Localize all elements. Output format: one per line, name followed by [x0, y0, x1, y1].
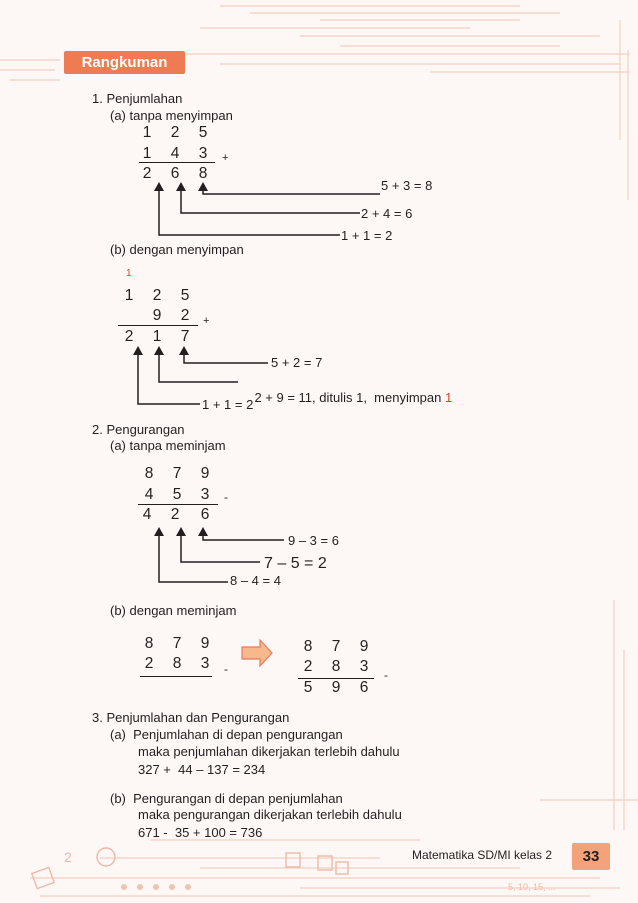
page-number: 33	[582, 848, 600, 865]
digit: 2	[144, 655, 154, 672]
digit: 9	[331, 679, 341, 696]
section-badge-label: Rangkuman	[81, 54, 168, 71]
digit: 9	[152, 307, 162, 324]
s1a-label: (a) tanpa menyimpan	[110, 108, 233, 123]
digit: 5	[172, 486, 182, 503]
digit: 3	[359, 658, 369, 675]
digit: 8	[144, 635, 154, 652]
digit: 2	[303, 658, 313, 675]
digit: 2	[170, 506, 180, 523]
minus-sign: -	[384, 668, 388, 682]
s3b-label: (b) Pengurangan di depan penjumlahan	[110, 791, 343, 806]
digit: 7	[172, 635, 182, 652]
s2a-note: 7 – 5 = 2	[264, 555, 327, 572]
digit: 7	[180, 328, 190, 345]
digit: 2	[152, 287, 162, 304]
digit: 9	[200, 635, 210, 652]
minus-sign: -	[224, 662, 228, 676]
digit: 5	[303, 679, 313, 696]
s3a-label: (a) Penjumlahan di depan pengurangan	[110, 727, 343, 742]
s1b-note-red: 1	[444, 390, 453, 405]
plus-sign: +	[203, 315, 210, 327]
digit: 3	[200, 655, 210, 672]
s1a-note: 2 + 4 = 6	[361, 206, 413, 221]
svg-text:2: 2	[64, 849, 72, 865]
s1b-note: 1 + 1 = 2	[202, 397, 254, 412]
s2a-note: 9 – 3 = 6	[288, 533, 339, 548]
s2b-label: (b) dengan meminjam	[110, 603, 237, 618]
digit: 5	[198, 124, 208, 141]
s1b-label: (b) dengan menyimpan	[110, 242, 244, 257]
digit: 5	[180, 287, 190, 304]
book-title: Matematika SD/MI kelas 2	[412, 848, 553, 862]
digit: 1	[124, 287, 134, 304]
s1b-note-text: 2 + 9 = 11, ditulis 1, menyimpan	[254, 390, 445, 405]
digit: 8	[172, 655, 182, 672]
digit: 2	[142, 165, 152, 182]
digit: 8	[198, 165, 208, 182]
digit: 6	[170, 165, 180, 182]
digit: 1	[152, 328, 162, 345]
s1b-note: 5 + 2 = 7	[271, 355, 323, 370]
number-sequence: 5, 10, 15, ...	[508, 882, 556, 892]
digit: 7	[331, 638, 341, 655]
s3a-line2: maka penjumlahan dikerjakan terlebih dahulu	[138, 744, 400, 759]
digit: 6	[200, 506, 210, 523]
carry-digit: 1	[126, 268, 132, 279]
digit: 8	[144, 465, 154, 482]
digit: 9	[359, 638, 369, 655]
s2a-note: 8 – 4 = 4	[230, 573, 281, 588]
digit: 9	[200, 465, 210, 482]
s2a-label: (a) tanpa meminjam	[110, 438, 226, 453]
s1a-note: 1 + 1 = 2	[341, 228, 393, 243]
plus-sign: +	[222, 152, 229, 164]
digit: 2	[124, 328, 134, 345]
digit: 1	[142, 124, 152, 141]
digit: 1	[142, 145, 152, 162]
digit: 4	[144, 486, 154, 503]
minus-sign: -	[224, 490, 228, 504]
s3b-equation: 671 - 35 + 100 = 736	[138, 825, 263, 840]
s1-title: 1. Penjumlahan	[92, 91, 183, 106]
digit: 4	[170, 145, 180, 162]
s3b-line2: maka pengurangan dikerjakan terlebih dahulu	[138, 807, 402, 822]
s3a-equation: 327 + 44 – 137 = 234	[138, 762, 266, 777]
digit: 6	[359, 679, 369, 696]
s2-title: 2. Pengurangan	[92, 422, 185, 437]
digit: 3	[200, 486, 210, 503]
s1a-note: 5 + 3 = 8	[381, 178, 433, 193]
digit: 7	[172, 465, 182, 482]
digit: 8	[303, 638, 313, 655]
digit: 4	[142, 506, 152, 523]
s3-title: 3. Penjumlahan dan Pengurangan	[92, 710, 290, 725]
digit: 2	[180, 307, 190, 324]
digit: 2	[170, 124, 180, 141]
digit: 8	[331, 658, 341, 675]
digit: 3	[198, 145, 208, 162]
